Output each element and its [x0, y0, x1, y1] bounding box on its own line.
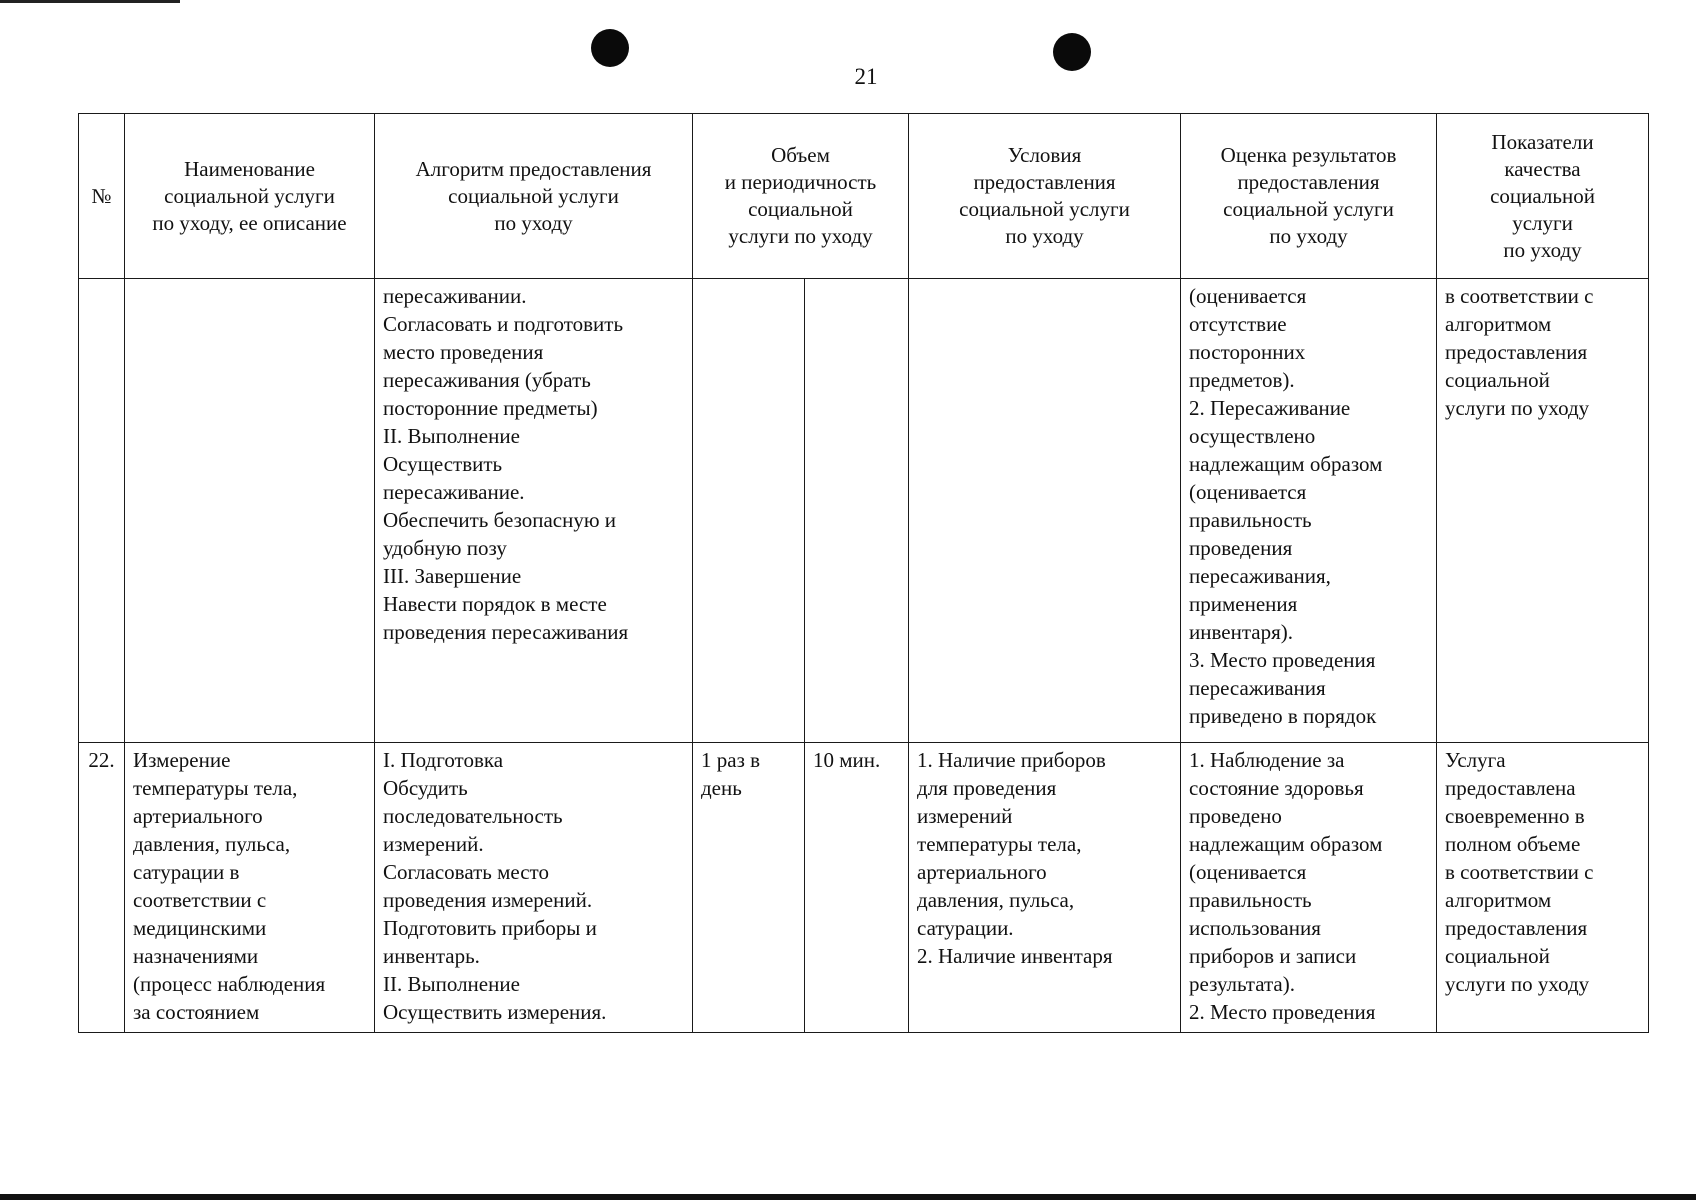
service-quality: в соответствии с алгоритмом предоставления социальной услуги по уходу — [1437, 279, 1649, 743]
service-evaluation: 1. Наблюдение за состояние здоровья проведено надлежащим образом (оценивается правильность использования приборов и записи результата). 2. Место проведения — [1181, 743, 1437, 1033]
top-edge-rule — [0, 0, 180, 3]
bottom-edge-rule — [0, 1194, 1696, 1200]
punch-hole-right — [1053, 33, 1091, 71]
service-conditions — [909, 279, 1181, 743]
table-row — [79, 743, 1649, 1033]
header-number: № — [79, 114, 125, 279]
service-duration — [805, 279, 909, 743]
row-number: 22. — [79, 743, 125, 1033]
header-volume-periodicity: Объем и периодичность социальной услуги по уходу — [693, 114, 909, 279]
service-periodicity — [693, 279, 805, 743]
service-evaluation: (оценивается отсутствие посторонних предметов). 2. Пересаживание осуществлено надлежащим образом (оценивается правильность проведения пересаживания, применения инвентаря). 3. Место проведения пересаживания приведено в порядок — [1181, 279, 1437, 743]
service-duration: 10 мин. — [805, 743, 909, 1033]
service-name — [125, 279, 375, 743]
punch-hole-left — [591, 29, 629, 67]
services-table — [78, 113, 1649, 1033]
service-quality: Услуга предоставлена своевременно в полном объеме в соответствии с алгоритмом предоставления социальной услуги по уходу — [1437, 743, 1649, 1033]
service-periodicity: 1 раз в день — [693, 743, 805, 1033]
service-name: Измерение температуры тела, артериального давления, пульса, сатурации в соответствии с медицинскими назначениями (процесс наблюдения за состоянием — [125, 743, 375, 1033]
row-number — [79, 279, 125, 743]
page-number: 21 — [854, 64, 878, 89]
header-evaluation: Оценка результатов предоставления социальной услуги по уходу — [1181, 114, 1437, 279]
service-algorithm: I. Подготовка Обсудить последовательность измерений. Согласовать место проведения измерений. Подготовить приборы и инвентарь. II. Выполнение Осуществить измерения. — [375, 743, 693, 1033]
service-conditions: 1. Наличие приборов для проведения измерений температуры тела, артериального давления, пульса, сатурации. 2. Наличие инвентаря — [909, 743, 1181, 1033]
table-header-row — [79, 114, 1649, 279]
service-algorithm: пересаживании. Согласовать и подготовить место проведения пересаживания (убрать посторонние предметы) II. Выполнение Осуществить пересаживание. Обеспечить безопасную и удобную позу III. Завершение Навести порядок в месте проведения пересаживания — [375, 279, 693, 743]
header-service-name: Наименование социальной услуги по уходу, ее описание — [125, 114, 375, 279]
header-quality: Показатели качества социальной услуги по уходу — [1437, 114, 1649, 279]
services-table-container — [78, 113, 1648, 1033]
table-row — [79, 279, 1649, 743]
header-conditions: Условия предоставления социальной услуги по уходу — [909, 114, 1181, 279]
header-algorithm: Алгоритм предоставления социальной услуги по уходу — [375, 114, 693, 279]
